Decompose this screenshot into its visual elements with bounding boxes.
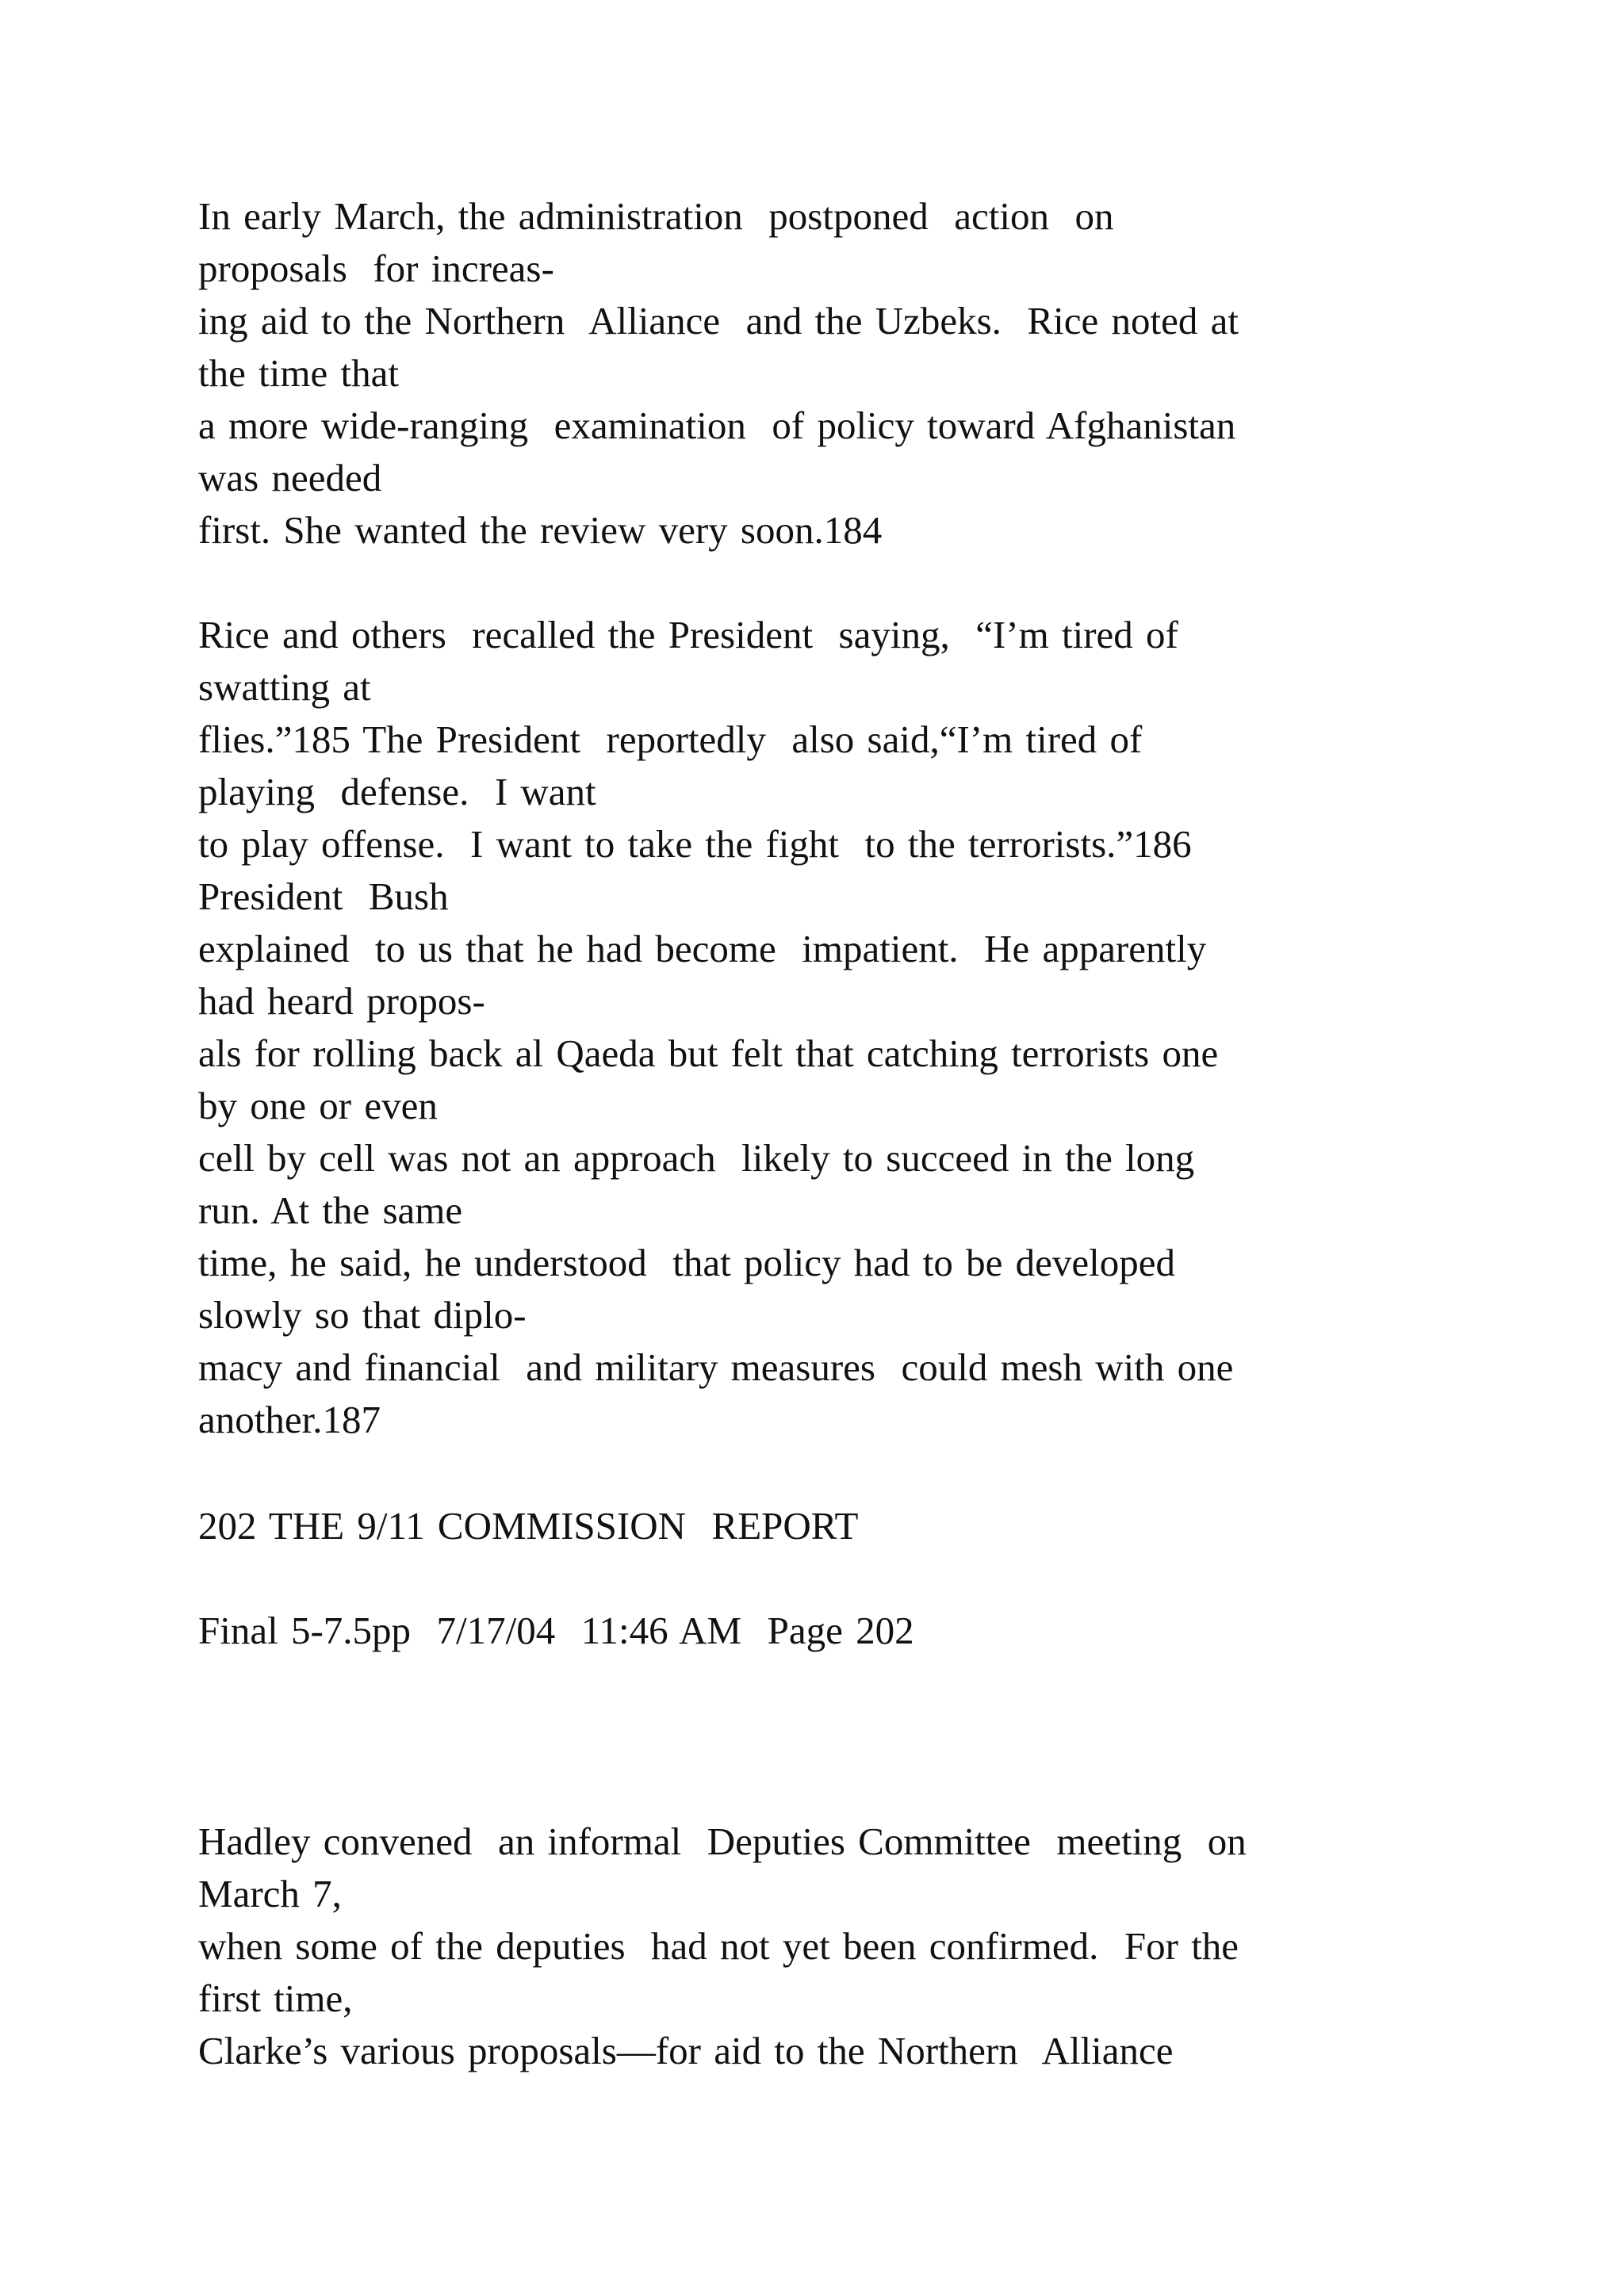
text-line: swatting at xyxy=(198,665,371,709)
text-line: by one or even xyxy=(198,1084,438,1127)
text-line: first. She wanted the review very soon.184 xyxy=(198,508,883,552)
text-line: Rice and others recalled the President saying, “I’m tired of xyxy=(198,613,1178,656)
text-line: als for rolling back al Qaeda but felt that catching terrorists one xyxy=(198,1031,1219,1075)
text-line: another.187 xyxy=(198,1398,381,1441)
text-line: Clarke’s various proposals—for aid to the Northern Alliance xyxy=(198,2029,1174,2072)
text-line: President Bush xyxy=(198,874,449,918)
text-line: when some of the deputies had not yet been confirmed. For the xyxy=(198,1924,1239,1968)
text-line: proposals for increas- xyxy=(198,247,554,290)
text-line: was needed xyxy=(198,456,382,499)
text-line: In early March, the administration postponed action on xyxy=(198,194,1114,238)
text-line: the time that xyxy=(198,351,399,395)
text-line: flies.”185 The President reportedly also said,“I’m tired of xyxy=(198,718,1143,761)
text-line: macy and financial and military measures could mesh with one xyxy=(198,1345,1234,1389)
text-line: first time, xyxy=(198,1976,353,2020)
text-line: to play offense. I want to take the fight to the terrorists.”186 xyxy=(198,822,1192,866)
text-line: explained to us that he had become impatient. He apparently xyxy=(198,927,1207,970)
text-line: playing defense. I want xyxy=(198,770,596,813)
text-line: ing aid to the Northern Alliance and the Uzbeks. Rice noted at xyxy=(198,299,1239,342)
text-line: had heard propos- xyxy=(198,979,485,1023)
text-line: a more wide-ranging examination of policy toward Afghanistan xyxy=(198,404,1236,447)
running-footer: 202 THE 9/11 COMMISSION REPORT xyxy=(198,1504,859,1548)
print-slug: Final 5-7.5pp 7/17/04 11:46 AM Page 202 xyxy=(198,1609,914,1652)
text-line: time, he said, he understood that policy had to be developed xyxy=(198,1241,1175,1284)
text-line: run. At the same xyxy=(198,1188,463,1232)
text-line: Hadley convened an informal Deputies Committee meeting on xyxy=(198,1820,1247,1863)
text-line: cell by cell was not an approach likely to succeed in the long xyxy=(198,1136,1195,1180)
text-line: March 7, xyxy=(198,1872,342,1915)
text-line: slowly so that diplo- xyxy=(198,1293,527,1337)
